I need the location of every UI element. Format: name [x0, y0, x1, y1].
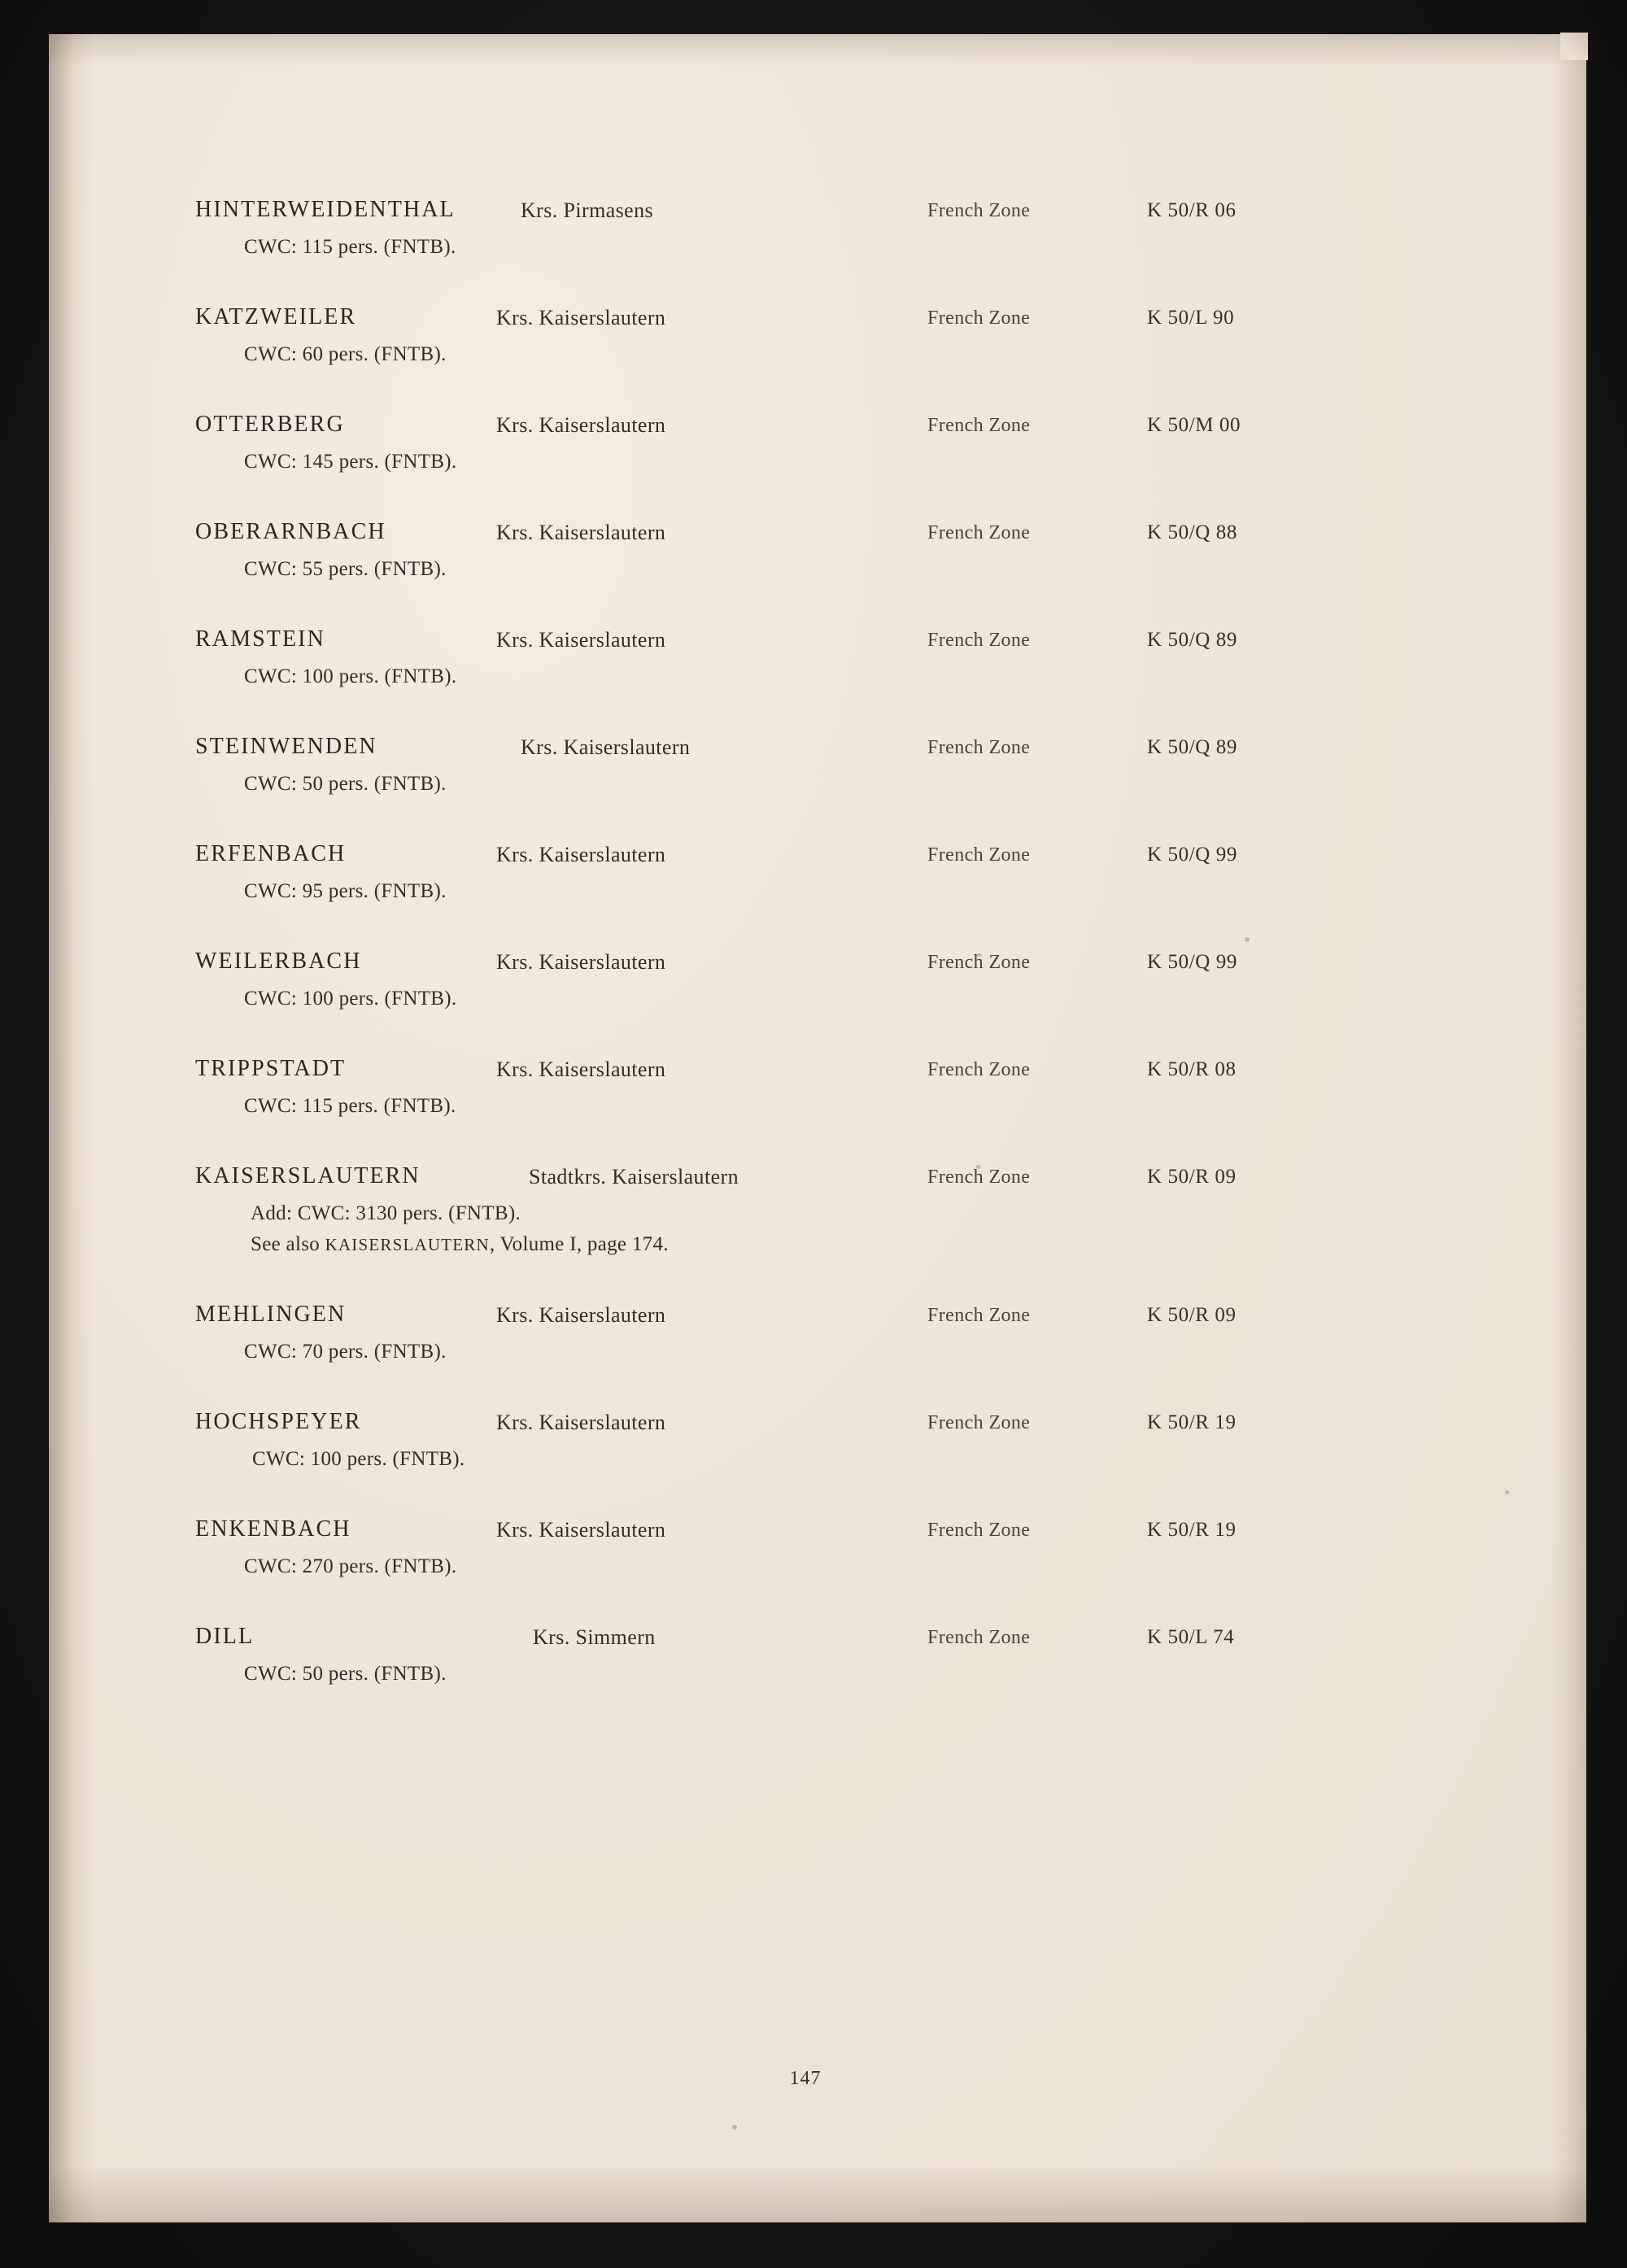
- district-name: Stadtkrs. Kaiserslautern: [529, 1165, 739, 1189]
- entry-header-row: [195, 197, 1415, 229]
- occupation-zone: French Zone: [927, 1305, 1031, 1326]
- district-name: Krs. Kaiserslautern: [496, 1058, 666, 1081]
- place-name: HOCHSPEYER: [195, 1409, 362, 1434]
- place-name: MEHLINGEN: [195, 1302, 347, 1327]
- entry-cross-reference: [251, 1233, 1415, 1256]
- place-name: KATZWEILER: [195, 304, 357, 329]
- district-name: Krs. Kaiserslautern: [496, 843, 666, 866]
- cross-ref-suffix: , Volume I, page 174.: [489, 1233, 669, 1255]
- list-item: [195, 1056, 1415, 1118]
- map-reference-code: K 50/R 06: [1147, 199, 1237, 221]
- entry-detail: CWC: 50 pers. (FNTB).: [244, 1663, 447, 1685]
- page-top-shading: [49, 34, 1586, 67]
- occupation-zone: French Zone: [927, 737, 1031, 758]
- occupation-zone: French Zone: [927, 844, 1031, 866]
- list-item: [195, 626, 1415, 688]
- entry-header-row: [195, 734, 1415, 766]
- entry-detail: CWC: 145 pers. (FNTB).: [244, 451, 457, 473]
- entry-detail: CWC: 70 pers. (FNTB).: [244, 1341, 447, 1363]
- occupation-zone: French Zone: [927, 415, 1031, 436]
- occupation-zone: French Zone: [927, 630, 1031, 651]
- entry-detail: CWC: 100 pers. (FNTB).: [244, 988, 457, 1010]
- map-reference-code: K 50/L 90: [1147, 307, 1235, 329]
- entry-detail: CWC: 115 pers. (FNTB).: [244, 236, 456, 258]
- occupation-zone: French Zone: [927, 1627, 1031, 1648]
- district-name: Krs. Pirmasens: [521, 198, 654, 222]
- place-name: WEILERBACH: [195, 949, 362, 974]
- place-name: OBERARNBACH: [195, 519, 386, 544]
- page-corner-curl: [1560, 33, 1588, 60]
- map-reference-code: K 50/R 19: [1147, 1411, 1237, 1433]
- occupation-zone: French Zone: [927, 200, 1031, 221]
- list-item: [195, 304, 1415, 366]
- entry-detail: Add: CWC: 3130 pers. (FNTB).: [251, 1202, 521, 1224]
- district-name: Krs. Kaiserslautern: [496, 1411, 666, 1434]
- entry-header-row: [195, 1516, 1415, 1549]
- map-reference-code: K 50/R 09: [1147, 1166, 1237, 1188]
- entry-header-row: [195, 841, 1415, 874]
- map-reference-code: K 50/R 08: [1147, 1058, 1237, 1080]
- list-item: [195, 841, 1415, 903]
- place-name: TRIPPSTADT: [195, 1056, 347, 1081]
- district-name: Krs. Kaiserslautern: [496, 1518, 666, 1542]
- occupation-zone: French Zone: [927, 1059, 1031, 1080]
- list-item: [195, 519, 1415, 581]
- map-reference-code: K 50/Q 89: [1147, 629, 1237, 651]
- map-reference-code: K 50/Q 99: [1147, 951, 1237, 973]
- district-name: Krs. Simmern: [533, 1625, 656, 1649]
- entry-header-row: [195, 626, 1415, 659]
- list-item: [195, 1163, 1415, 1256]
- district-name: Krs. Kaiserslautern: [521, 735, 691, 759]
- list-item: [195, 1624, 1415, 1686]
- place-name: DILL: [195, 1624, 255, 1649]
- entry-detail: CWC: 55 pers. (FNTB).: [244, 558, 447, 580]
- page-number: 147: [789, 2068, 822, 2089]
- paper-speck: [732, 2125, 737, 2130]
- map-reference-code: K 50/Q 89: [1147, 736, 1237, 758]
- district-name: Krs. Kaiserslautern: [496, 306, 666, 329]
- cross-ref-place: KAISERSLAUTERN: [325, 1235, 490, 1254]
- occupation-zone: French Zone: [927, 522, 1031, 543]
- map-reference-code: K 50/M 00: [1147, 414, 1241, 436]
- place-name: KAISERSLAUTERN: [195, 1163, 421, 1189]
- entry-detail: CWC: 270 pers. (FNTB).: [244, 1555, 457, 1577]
- place-name: ENKENBACH: [195, 1516, 351, 1542]
- place-name: RAMSTEIN: [195, 626, 325, 652]
- map-reference-code: K 50/L 74: [1147, 1626, 1235, 1648]
- entry-header-row: [195, 519, 1415, 552]
- map-reference-code: K 50/Q 99: [1147, 844, 1237, 866]
- district-name: Krs. Kaiserslautern: [496, 413, 666, 437]
- list-item: [195, 1302, 1415, 1363]
- district-name: Krs. Kaiserslautern: [496, 950, 666, 974]
- entry-header-row: [195, 949, 1415, 981]
- list-item: [195, 197, 1415, 259]
- entry-header-row: [195, 1056, 1415, 1088]
- occupation-zone: French Zone: [927, 1520, 1031, 1541]
- entry-header-row: [195, 304, 1415, 337]
- map-reference-code: K 50/Q 88: [1147, 521, 1237, 543]
- occupation-zone: French Zone: [927, 1167, 1031, 1188]
- map-reference-code: K 50/R 19: [1147, 1519, 1237, 1541]
- place-name: HINTERWEIDENTHAL: [195, 197, 456, 222]
- place-name: STEINWENDEN: [195, 734, 377, 759]
- page-bottom-shading: [49, 2166, 1586, 2222]
- entry-header-row: [195, 1409, 1415, 1441]
- district-name: Krs. Kaiserslautern: [496, 628, 666, 652]
- entry-header-row: [195, 412, 1415, 444]
- entry-detail: CWC: 100 pers. (FNTB).: [252, 1448, 465, 1470]
- entry-detail: CWC: 100 pers. (FNTB).: [244, 665, 457, 687]
- page-gutter-shadow: [49, 34, 94, 2222]
- list-item: [195, 949, 1415, 1010]
- entry-list: [195, 197, 1415, 2089]
- entry-header-row: [195, 1624, 1415, 1656]
- district-name: Krs. Kaiserslautern: [496, 1303, 666, 1327]
- page-edge-shadow: [1554, 34, 1586, 2222]
- map-reference-code: K 50/R 09: [1147, 1304, 1237, 1326]
- place-name: OTTERBERG: [195, 412, 345, 437]
- entry-detail: CWC: 60 pers. (FNTB).: [244, 343, 447, 365]
- place-name: ERFENBACH: [195, 841, 347, 866]
- list-item: [195, 412, 1415, 473]
- entry-detail: CWC: 50 pers. (FNTB).: [244, 773, 447, 795]
- list-item: [195, 1409, 1415, 1471]
- entry-header-row: [195, 1302, 1415, 1334]
- document-page: [49, 34, 1586, 2222]
- entry-header-row: [195, 1163, 1415, 1196]
- entry-detail: CWC: 115 pers. (FNTB).: [244, 1095, 456, 1117]
- district-name: Krs. Kaiserslautern: [496, 521, 666, 544]
- paper-speck: [1505, 1490, 1509, 1494]
- list-item: [195, 1516, 1415, 1578]
- occupation-zone: French Zone: [927, 1412, 1031, 1433]
- entry-detail: CWC: 95 pers. (FNTB).: [244, 880, 447, 902]
- list-item: [195, 734, 1415, 796]
- occupation-zone: French Zone: [927, 952, 1031, 973]
- cross-ref-prefix: See also: [251, 1233, 325, 1255]
- occupation-zone: French Zone: [927, 307, 1031, 329]
